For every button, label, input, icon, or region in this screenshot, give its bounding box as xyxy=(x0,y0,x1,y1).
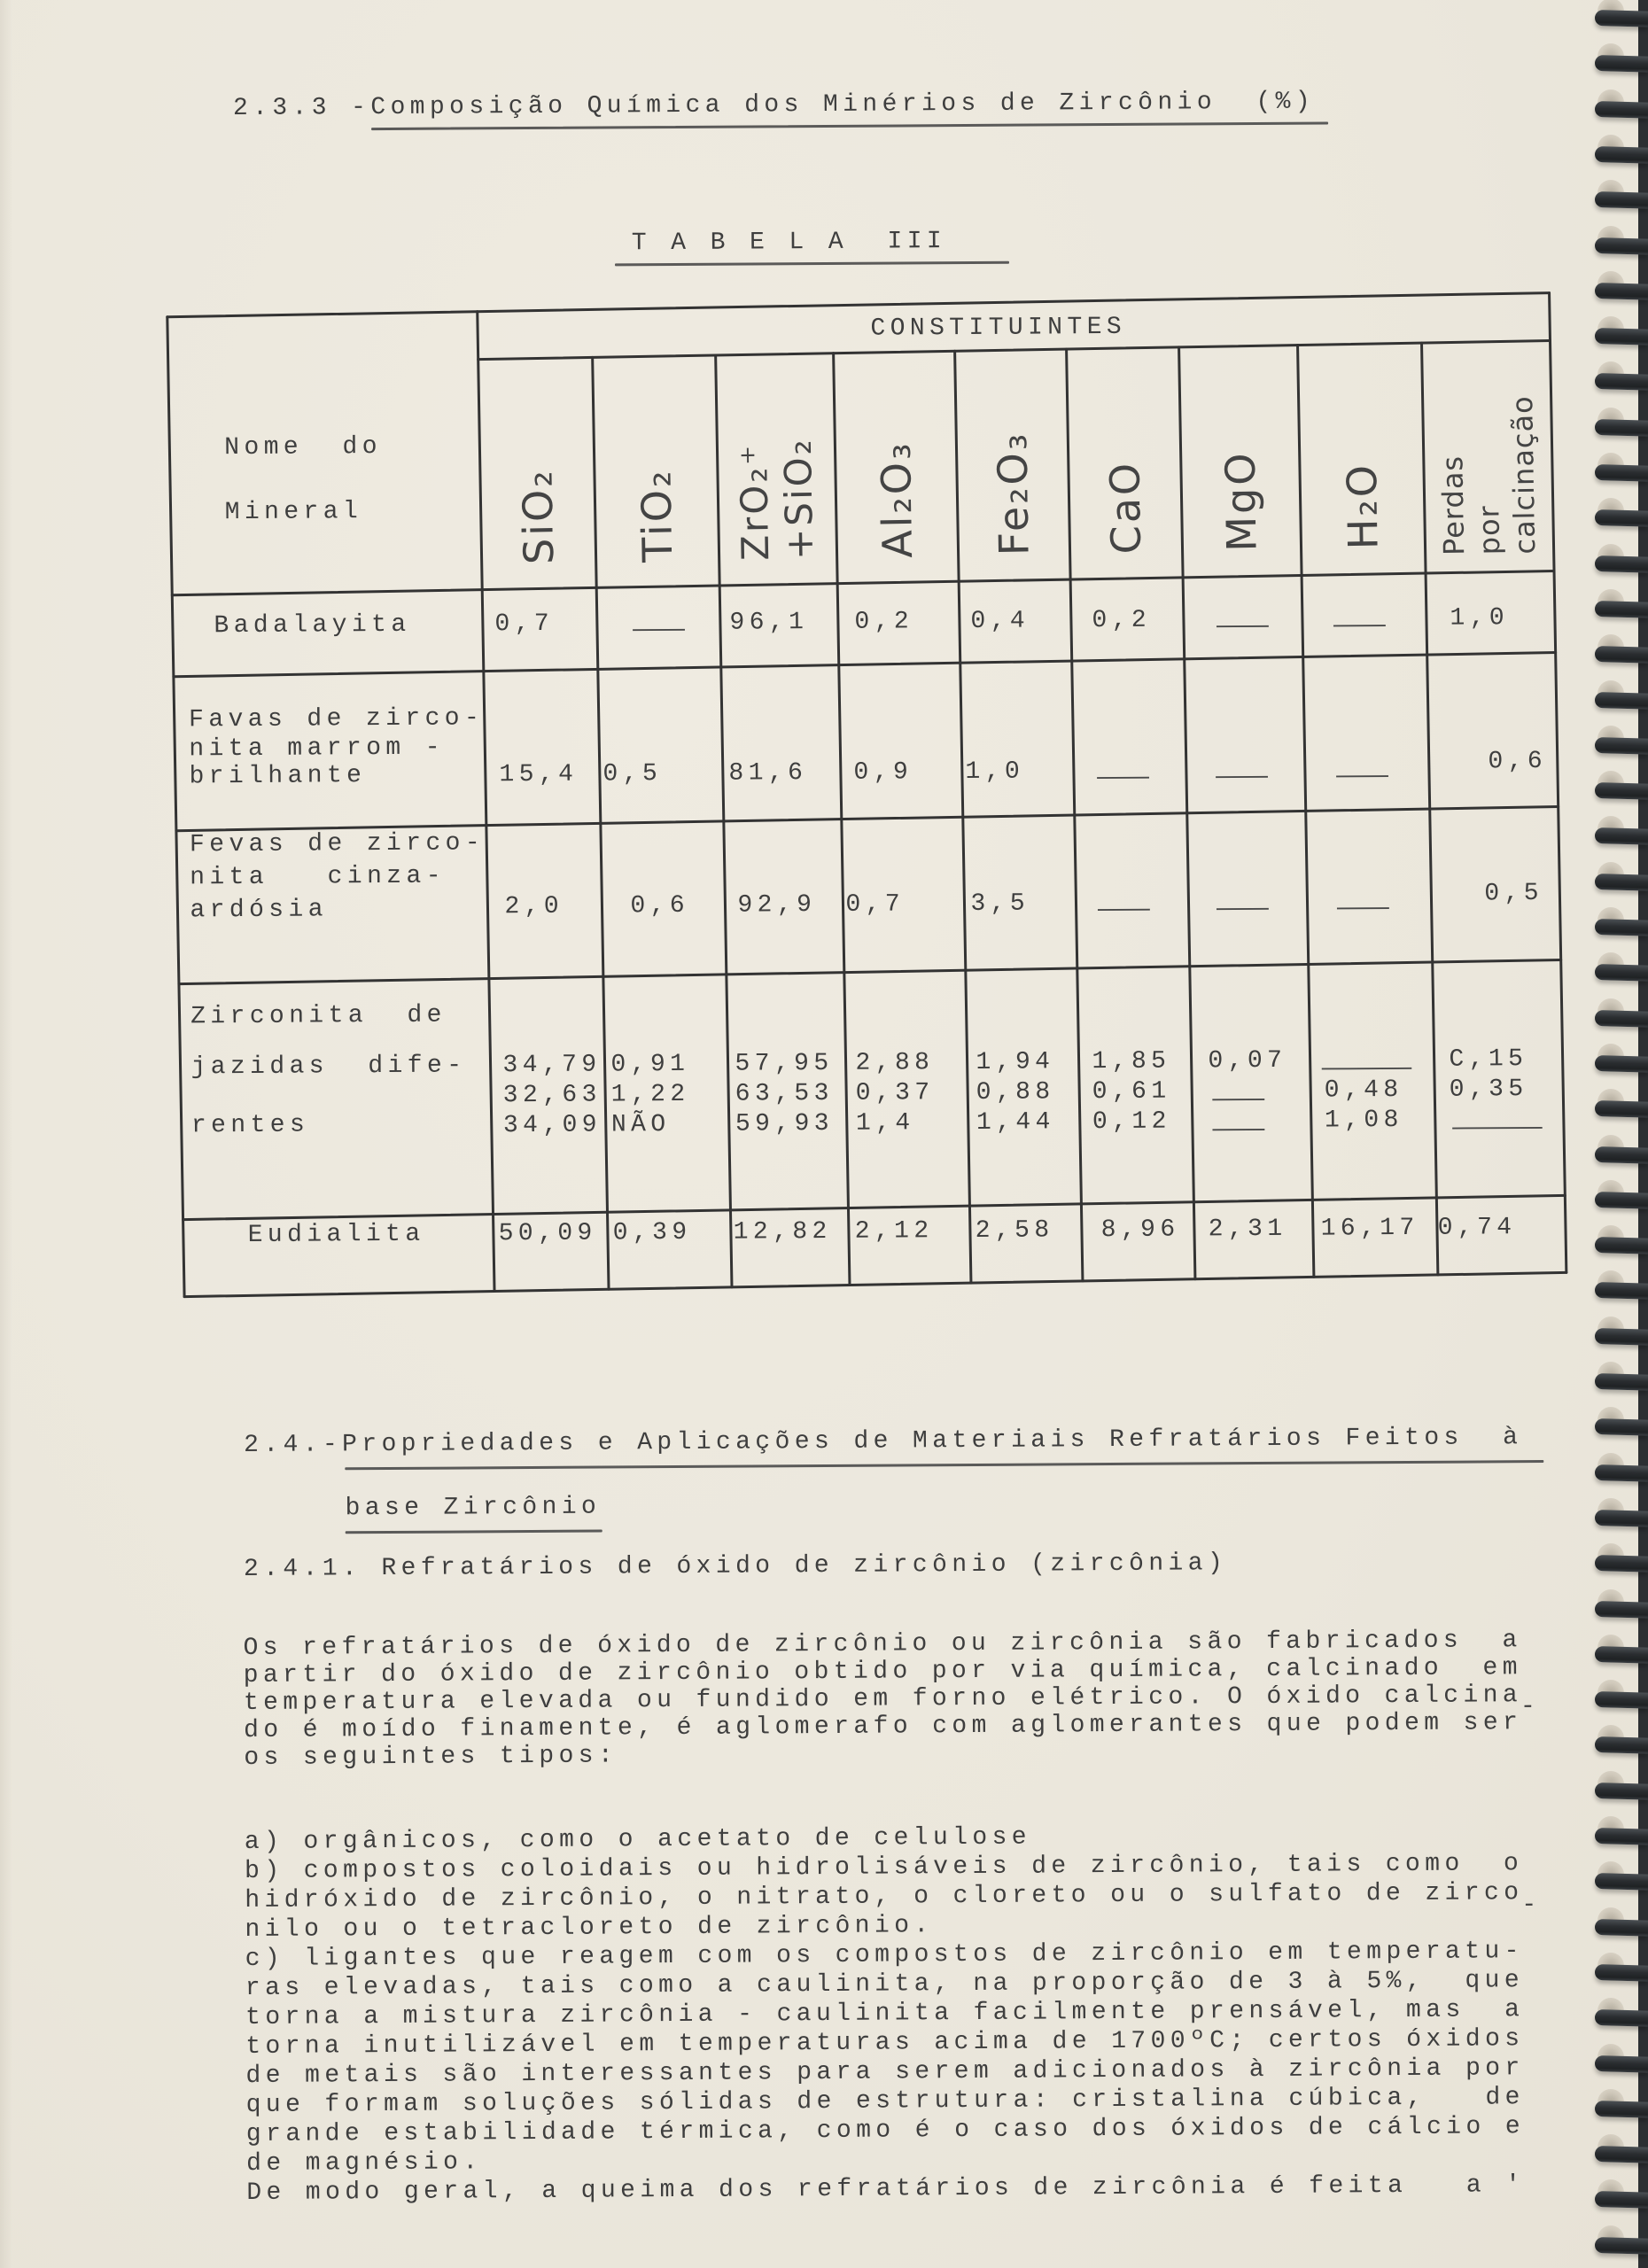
mineral-header-line: Mineral xyxy=(224,498,363,527)
spiral-coil xyxy=(1595,1555,1648,1573)
table-cell: 0,61 xyxy=(1092,1077,1171,1107)
table-cell: 2,31 xyxy=(1208,1215,1287,1244)
spiral-coil xyxy=(1595,1828,1648,1845)
table-cell: 34,09 xyxy=(502,1111,602,1140)
paragraph-line: partir do óxido de zircônio obtido por via química, calcinado em xyxy=(243,1654,1522,1690)
constituents-label: CONSTITUINTES xyxy=(870,313,1127,343)
spiral-coil xyxy=(1595,55,1648,73)
mineral-name: jazidas dife- xyxy=(190,1052,467,1082)
spiral-coil xyxy=(1595,782,1648,800)
table-cell-dash: — xyxy=(1452,1115,1543,1143)
table-cell-dash: — xyxy=(1217,612,1269,641)
spiral-coil xyxy=(1595,1146,1648,1164)
table-cell-dash: — xyxy=(1217,895,1269,924)
spiral-coil xyxy=(1595,419,1648,437)
table-cell: 96,1 xyxy=(729,609,809,637)
spiral-coil xyxy=(1595,1736,1648,1754)
list-line: nilo ou o tetracloreto de zircônio. xyxy=(245,1912,934,1945)
mineral-name: Badalayita xyxy=(214,610,411,641)
mineral-name: Fevas de zirco- xyxy=(189,829,486,859)
spiral-coil xyxy=(1595,2146,1648,2163)
table-rule-row xyxy=(174,653,1556,677)
mineral-name: Zirconita de xyxy=(190,1001,447,1031)
list-line: ras elevadas, tais como a caulinita, na proporção de 3 à 5%, que xyxy=(245,1967,1525,2003)
spiral-coil xyxy=(1595,2191,1648,2209)
mineral-name: ardósia xyxy=(190,896,328,925)
paragraph-line: do é moído finamente, é aglomerafo com aglomerantes que podem ser xyxy=(244,1709,1523,1745)
table-cell: 92,9 xyxy=(737,891,817,920)
table-cell: 8,96 xyxy=(1100,1216,1180,1245)
spiral-coil xyxy=(1595,328,1648,346)
spiral-coil xyxy=(1595,874,1648,891)
spiral-coil xyxy=(1595,237,1648,255)
spiral-coil xyxy=(1595,601,1648,618)
mineral-name: nita marrom - xyxy=(189,734,446,764)
column-header-line: MgO xyxy=(1216,450,1266,553)
spiral-coil xyxy=(1595,283,1648,300)
table-cell: NÃO xyxy=(610,1111,671,1139)
paragraph-line: Os refratários de óxido de zircônio ou zircônia são fabricados a xyxy=(243,1627,1522,1663)
spiral-coil xyxy=(1595,1464,1648,1482)
table-cell: 1,4 xyxy=(855,1109,915,1138)
mineral-name: Favas de zirco- xyxy=(189,704,485,734)
table-cell: 0,4 xyxy=(970,607,1030,635)
list-line: de magnésio. xyxy=(245,2148,483,2179)
spiral-coil xyxy=(1595,692,1648,710)
column-header-line: Fe₂O₃ xyxy=(988,431,1038,556)
table-cell: 2,12 xyxy=(854,1217,934,1246)
column-header-perdas xyxy=(1421,341,1554,573)
spiral-coil xyxy=(1595,737,1648,755)
table-cell: 1,44 xyxy=(976,1108,1055,1137)
list-line: grande estabilidade térmica, como é o caso dos óxidos de cálcio e xyxy=(245,2113,1526,2149)
table-cell: 59,93 xyxy=(735,1109,835,1138)
spiral-coil xyxy=(1595,1783,1648,1800)
table-cell: 0,37 xyxy=(855,1079,935,1107)
column-header-line: ZrO₂⁺ xyxy=(731,442,777,562)
spiral-coil xyxy=(1595,2055,1648,2073)
spiral-coil xyxy=(1595,964,1648,982)
column-header-line: Perdas xyxy=(1434,454,1471,556)
spiral-coil xyxy=(1595,191,1648,209)
spiral-coil xyxy=(1595,827,1648,845)
spiral-coil xyxy=(1595,2237,1648,2255)
section-heading-2-4: 2.4.-Propriedades e Aplicações de Materiais Refratários Feitos à xyxy=(244,1424,1523,1460)
column-header-h2o xyxy=(1298,343,1426,575)
column-header-line: H₂O xyxy=(1337,462,1388,550)
spiral-coil xyxy=(1595,10,1648,27)
table-rule-row xyxy=(176,806,1559,830)
spiral-coil xyxy=(1595,1010,1648,1028)
table-cell-dash: — xyxy=(1212,1115,1265,1145)
table-cell: 0,2 xyxy=(1092,606,1152,635)
spiral-coil xyxy=(1595,1237,1648,1254)
list-line: torna inutilizável em temperaturas acima de 1700ºC; certos óxidos xyxy=(245,2025,1525,2062)
table-cell: 0,7 xyxy=(845,890,906,919)
column-header-line: SiO₂ xyxy=(512,467,563,565)
table-rule-bottom xyxy=(184,1272,1566,1296)
table-cell-dash: — xyxy=(633,616,685,645)
table-cell: 12,82 xyxy=(733,1217,832,1247)
spiral-coil xyxy=(1595,1055,1648,1073)
table-cell: 1,08 xyxy=(1324,1107,1403,1135)
list-line: que formam soluções sólidas de estrutura: cristalina cúbica, de xyxy=(245,2084,1525,2120)
mineral-name: brilhante xyxy=(189,762,367,791)
column-header-line: Al₂O₃ xyxy=(871,440,921,559)
column-header-line: por xyxy=(1471,504,1506,555)
table-cell: 50,09 xyxy=(498,1219,597,1248)
table-cell: 0,2 xyxy=(854,608,914,636)
table-cell: 16,17 xyxy=(1320,1214,1419,1243)
list-line: hidróxido de zircônio, o nitrato, o cloreto ou o sulfato de zirco xyxy=(245,1879,1524,1915)
table-cell: 32,63 xyxy=(502,1081,602,1110)
list-line: c) ligantes que reagem com os compostos de zircônio em temperatu- xyxy=(245,1938,1524,1974)
table-cell-dash: — xyxy=(1333,612,1386,641)
hyphen-mark: - xyxy=(1520,1693,1541,1721)
table-cell: 0,9 xyxy=(853,758,913,787)
spiral-coil xyxy=(1595,1328,1648,1346)
column-header-line: +SiO₂ xyxy=(775,437,821,561)
table-cell: 57,95 xyxy=(735,1049,834,1078)
mineral-name: rentes xyxy=(190,1111,310,1140)
table-rule-row xyxy=(179,959,1561,983)
spiral-coil xyxy=(1595,1192,1648,1209)
table-cell: 3,5 xyxy=(970,889,1030,918)
column-header-tio2 xyxy=(592,356,719,588)
spiral-coil xyxy=(1595,464,1648,482)
table-cell: 0,6 xyxy=(630,891,690,920)
spiral-coil xyxy=(1595,1373,1648,1391)
table-cell: 1,85 xyxy=(1092,1047,1171,1076)
spiral-coil xyxy=(1595,2101,1648,2118)
mineral-header-line: Nome do xyxy=(224,433,382,462)
table-cell: 1,94 xyxy=(976,1048,1055,1076)
table-cell: 0,07 xyxy=(1208,1046,1287,1076)
table-cell: 1,22 xyxy=(610,1080,690,1109)
list-line: De modo geral, a queima dos refratários de zircônia é feita a ' xyxy=(246,2171,1526,2208)
table-cell-dash: — xyxy=(1322,1054,1411,1084)
table-cell: 81,6 xyxy=(728,759,808,788)
table-cell-dash: — xyxy=(1098,896,1150,925)
spiral-coil xyxy=(1595,2009,1648,2027)
spiral-coil xyxy=(1595,101,1648,119)
spiral-coil xyxy=(1595,1282,1648,1300)
table-cell: 34,79 xyxy=(502,1051,602,1080)
spiral-coil xyxy=(1595,919,1648,936)
column-header-cao xyxy=(1066,347,1183,579)
table-cell: 15,4 xyxy=(499,760,579,789)
paragraph-line: os seguintes tipos: xyxy=(244,1742,618,1773)
spiral-coil xyxy=(1595,1100,1648,1118)
section-heading-2-3-3: 2.3.3 -Composição Química dos Minérios de Zircônio (%) xyxy=(232,88,1316,123)
list-line: de metais são interessantes para serem adicionados à zircônia por xyxy=(245,2054,1525,2091)
table-cell: 0,48 xyxy=(1324,1076,1403,1105)
table-cell: 0,74 xyxy=(1437,1214,1517,1242)
spiral-coil xyxy=(1595,509,1648,527)
table-cell: 63,53 xyxy=(735,1079,834,1108)
column-header-zro2-sio2 xyxy=(715,353,837,586)
table-rule-top xyxy=(167,293,1550,317)
spiral-coil xyxy=(1595,1601,1648,1619)
mineral-name: nita cinza- xyxy=(190,862,446,892)
table-cell-dash: — xyxy=(1097,764,1149,793)
section-heading-2-4-continued: base Zircônio xyxy=(345,1493,602,1523)
table-cell: 2,0 xyxy=(504,892,564,921)
table-cell: 1,0 xyxy=(1450,604,1510,633)
spiral-coil xyxy=(1595,1510,1648,1527)
table-cell: 0,5 xyxy=(602,760,663,788)
table-cell: 0,12 xyxy=(1092,1107,1171,1137)
table-cell: C,15 xyxy=(1449,1045,1528,1074)
section-heading-2-4-1: 2.4.1. Refratários de óxido de zircônio (zircônia) xyxy=(243,1550,1228,1584)
hyphen-mark: - xyxy=(1521,1891,1542,1920)
table-cell: 0,88 xyxy=(976,1078,1055,1107)
table-cell: 2,58 xyxy=(975,1216,1054,1245)
table-title: T A B E L A III xyxy=(631,228,947,258)
column-header-line: calcinação xyxy=(1504,395,1542,555)
spiral-coil xyxy=(1595,1691,1648,1709)
spiral-coil xyxy=(1595,1646,1648,1664)
paragraph-line: temperatura elevada ou fundido em forno elétrico. O óxido calcina xyxy=(243,1682,1523,1718)
table-cell-dash: — xyxy=(1337,895,1389,923)
column-header-line: CaO xyxy=(1100,460,1150,555)
table-cell-dash: — xyxy=(1212,1085,1264,1115)
spiral-coil xyxy=(1595,146,1648,164)
table-cell: 0,7 xyxy=(494,610,555,639)
column-header-line: TiO₂ xyxy=(631,468,681,563)
list-line: b) compostos coloidais ou hidrolisáveis de zircônio, tais como o xyxy=(244,1850,1524,1886)
table-rule-left xyxy=(167,317,184,1297)
spiral-coil xyxy=(1595,1919,1648,1937)
list-line: a) orgânicos, como o acetato de celulose xyxy=(244,1823,1032,1857)
table-cell: 0,91 xyxy=(610,1050,690,1079)
spiral-coil xyxy=(1595,373,1648,391)
table-cell: 1,0 xyxy=(965,757,1025,787)
table-cell: 0,35 xyxy=(1449,1076,1528,1104)
table-cell-dash: — xyxy=(1336,763,1388,791)
spiral-coil xyxy=(1595,555,1648,573)
table-cell: 0,6 xyxy=(1488,748,1548,776)
column-header-al2o3 xyxy=(833,352,959,584)
spiral-coil xyxy=(1595,1873,1648,1891)
table-cell: 2,88 xyxy=(855,1049,935,1077)
table-cell: 0,5 xyxy=(1484,880,1544,908)
table-cell-dash: — xyxy=(1216,763,1268,792)
list-line: torna a mistura zircônia - caulinita facilmente prensável, mas a xyxy=(245,1996,1525,2032)
column-header-mgo xyxy=(1179,346,1302,578)
column-header-sio2 xyxy=(478,358,596,590)
spiral-coil xyxy=(1595,646,1648,664)
mineral-name: Eudialita xyxy=(247,1220,425,1249)
table-rule-right xyxy=(1550,293,1566,1273)
spiral-coil xyxy=(1595,1418,1648,1436)
column-header-fe2o3 xyxy=(955,349,1071,581)
table-cell: 0,39 xyxy=(612,1218,692,1247)
spiral-coil xyxy=(1595,1964,1648,1982)
